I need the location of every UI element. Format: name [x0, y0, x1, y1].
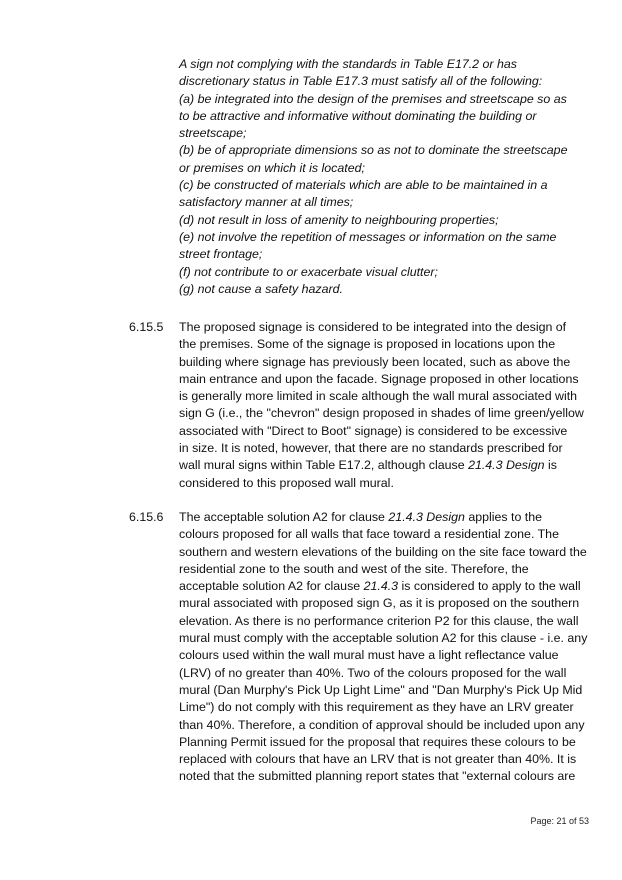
planning-scheme-quote	[179, 56, 599, 298]
paragraph-line: Lime") do not comply with this requirement as they have an LRV greater	[179, 700, 574, 715]
quote-line: street frontage;	[179, 247, 263, 262]
line-text: is considered to apply to the wall	[398, 579, 581, 594]
paragraph-line: southern and western elevations of the building on the site face toward the	[179, 544, 587, 559]
paragraph-line: than 40%. Therefore, a condition of approval should be included upon any	[179, 717, 585, 732]
paragraph-line	[179, 509, 599, 526]
clause-reference: 21.4.3	[363, 579, 399, 594]
paragraph-line: colours used within the wall mural must have a light reflectance value	[179, 648, 559, 663]
paragraph-line: mural must comply with the acceptable solution A2 for this clause - i.e. any	[179, 631, 588, 646]
quote-line: (e) not involve the repetition of messages or information on the same	[179, 229, 557, 244]
paragraph-body	[179, 509, 599, 786]
paragraph-line: Planning Permit issued for the proposal that requires these colours to be	[179, 734, 576, 749]
paragraph-line: colours proposed for all walls that face toward a residential zone. The	[179, 527, 559, 542]
paragraph-body	[179, 319, 599, 492]
quote-line: (a) be integrated into the design of the premises and streetscape so as	[179, 91, 567, 106]
line-text: wall mural signs within Table E17.2, although clause	[179, 458, 469, 473]
paragraph-line: main entrance and upon the facade. Signage proposed in other locations	[179, 371, 579, 386]
paragraph-line: associated with "Direct to Boot" signage) is considered to be excessive	[179, 423, 568, 438]
quote-line: (g) not cause a safety hazard.	[179, 281, 343, 296]
quote-line: to be attractive and informative without dominating the building or	[179, 108, 537, 123]
paragraph-line: (LRV) of no greater than 40%. Two of the colours proposed for the wall	[179, 665, 567, 680]
quote-line: streetscape;	[179, 126, 247, 141]
line-text: acceptable solution A2 for clause	[179, 579, 364, 594]
line-text: applies to the	[464, 510, 543, 524]
paragraph-line: is generally more limited in scale although the wall mural associated with	[179, 389, 578, 404]
quote-line: A sign not complying with the standards in Table E17.2 or has	[179, 57, 517, 71]
paragraph-line: considered to this proposed wall mural.	[179, 475, 394, 490]
quote-line: (b) be of appropriate dimensions so as not to dominate the streetscape	[179, 143, 568, 158]
paragraph-line: mural associated with proposed sign G, as it is proposed on the southern	[179, 596, 580, 611]
paragraph-line	[179, 578, 599, 595]
clause-reference: 21.4.3 Design	[468, 458, 545, 473]
quote-line: satisfactory manner at all times;	[179, 195, 354, 210]
paragraph-line: the premises. Some of the signage is proposed in locations upon the	[179, 337, 556, 352]
paragraph-line: in size. It is noted, however, that there are no standards prescribed for	[179, 441, 563, 456]
quote-line: (f) not contribute to or exacerbate visual clutter;	[179, 264, 438, 279]
quote-line: (d) not result in loss of amenity to neighbouring properties;	[179, 212, 499, 227]
paragraph-line: noted that the submitted planning report states that "external colours are	[179, 769, 576, 784]
page-number-footer: Page: 21 of 53	[530, 816, 589, 826]
paragraph-number: 6.15.6	[129, 510, 164, 524]
quote-line: (c) be constructed of materials which are able to be maintained in a	[179, 178, 548, 193]
paragraph-line: sign G (i.e., the "chevron" design proposed in shades of lime green/yellow	[179, 406, 584, 421]
paragraph-line: replaced with colours that have an LRV that is not greater than 40%. It is	[179, 752, 577, 767]
clause-reference: 21.4.3 Design	[388, 510, 465, 524]
paragraph-line: elevation. As there is no performance criterion P2 for this clause, the wall	[179, 613, 579, 628]
quote-line: or premises on which it is located;	[179, 160, 365, 175]
paragraph-line	[179, 457, 599, 474]
line-text: The acceptable solution A2 for clause	[179, 510, 389, 524]
paragraph-line: mural (Dan Murphy's Pick Up Light Lime" and "Dan Murphy's Pick Up Mid	[179, 682, 583, 697]
paragraph-line: residential zone to the south and west of the site. Therefore, the	[179, 561, 529, 576]
line-text: is	[544, 458, 557, 473]
paragraph-line: building where signage has previously been located, such as above the	[179, 354, 571, 369]
paragraph-line: The proposed signage is considered to be integrated into the design of	[179, 320, 567, 334]
quote-line: discretionary status in Table E17.3 must satisfy all of the following:	[179, 74, 543, 89]
paragraph-number: 6.15.5	[129, 320, 164, 334]
